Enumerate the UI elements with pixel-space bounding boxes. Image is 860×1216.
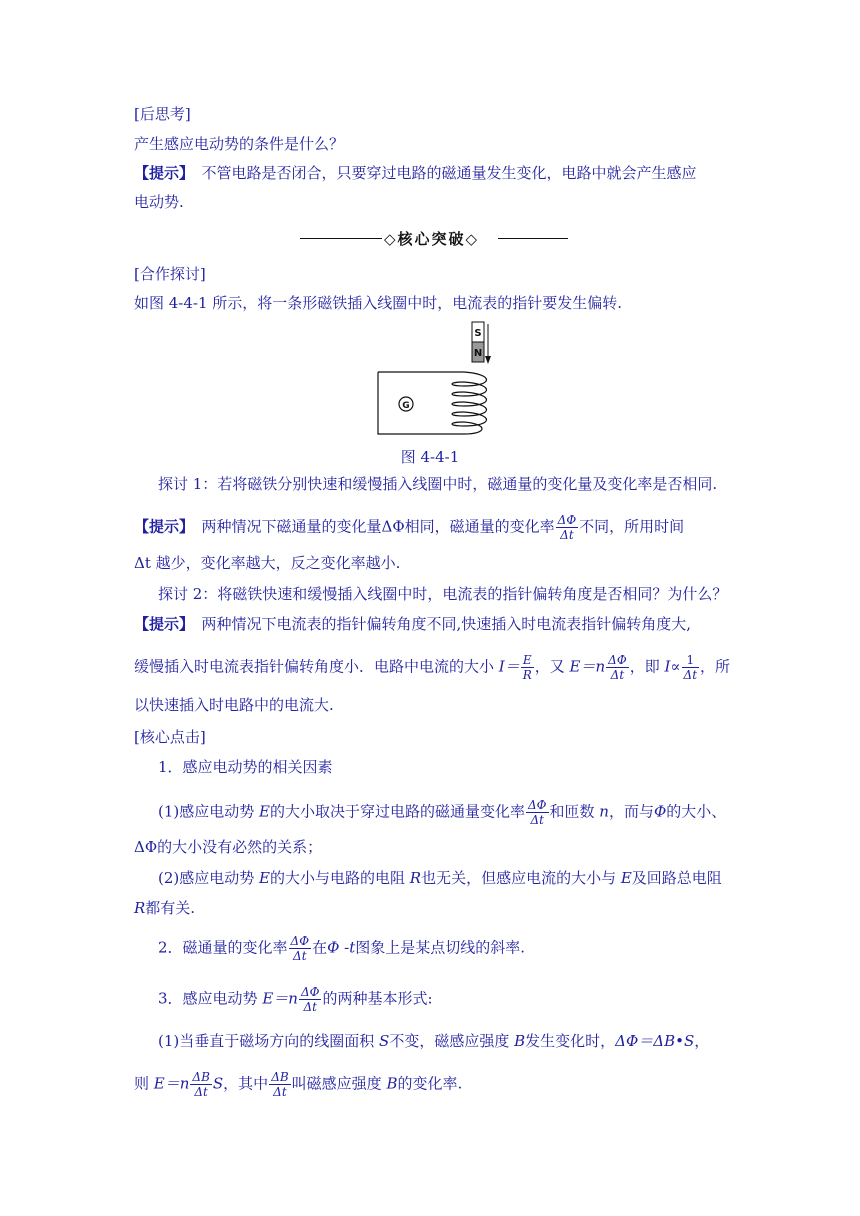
fraction-e-r: $\frac{E}{R}$ xyxy=(522,653,532,682)
heading-rule-right xyxy=(498,238,568,239)
magnet-s-text: S xyxy=(474,328,482,339)
answer-2-label: 【提示】 xyxy=(134,615,187,633)
hint-text: 不管电路是否闭合，只要穿过电路的磁通量发生变化，电路中就会产生感应 xyxy=(186,164,697,182)
motion-arrow-head xyxy=(485,356,491,364)
after-think-label: [后思考] xyxy=(134,105,191,123)
discussion-2: 探讨 2：将磁铁快速和缓慢插入线圈中时，电流表的指针偏转角度是否相同？为什么？ xyxy=(158,585,728,603)
figure-caption: 图 4-4-1 xyxy=(400,448,460,466)
core-point-3-1: (1)当垂直于磁场方向的线圈面积 S不变，磁感应强度 B发生变化时，ΔΦ＝ΔB•S， xyxy=(158,1032,710,1050)
section-title: ◇核心突破◇ xyxy=(384,230,480,248)
hint-label: 【提示】 xyxy=(134,164,187,182)
heading-rule-left xyxy=(300,238,382,239)
answer-2: 【提示】 两种情况下电流表的指针偏转角度不同,快速插入时电流表指针偏转角度大, xyxy=(134,615,692,633)
cooperation-intro: 如图 4-4-1 所示，将一条形磁铁插入线圈中时，电流表的指针要发生偏转. xyxy=(134,294,623,312)
answer-1-label: 【提示】 xyxy=(134,517,187,536)
galvanometer-text: G xyxy=(402,401,410,411)
fraction-1-dt: $\frac{1}{\Delta t}$ xyxy=(683,653,698,682)
answer-2-line3: 以快速插入时电路中的电流大. xyxy=(134,696,334,714)
core-point-1-2: (2)感应电动势 E的大小与电路的电阻 R也无关，但感应电流的大小与 E及回路总电阻 xyxy=(158,869,722,887)
core-point-3: 3．感应电动势 E＝n $\frac{\Delta\Phi}{\Delta t}$ 的两种基本形式: xyxy=(158,985,433,1014)
coil-magnet-figure xyxy=(376,320,496,436)
core-point-3-1-cont: 则 E＝n $\frac{\Delta B}{\Delta t}$ S，其中 $\frac{\Delta B}{\Delta t}$ 叫磁感应强度 B的变化率. xyxy=(134,1070,463,1099)
core-point-1-1-cont: ΔΦ的大小没有必然的关系； xyxy=(134,838,323,856)
magnet-n-text: N xyxy=(473,348,483,359)
core-label: [核心点击] xyxy=(134,728,206,746)
core-point-1-title: 1．感应电动势的相关因素 xyxy=(158,758,333,776)
discussion-1: 探讨 1：若将磁铁分别快速和缓慢插入线圈中时，磁通量的变化量及变化率是否相同. xyxy=(158,475,718,493)
core-point-1-2-cont: R都有关. xyxy=(134,899,196,917)
answer-1-cont: Δt 越少，变化率越大，反之变化率越小. xyxy=(134,554,401,572)
fraction-dphi-dt-4: $\frac{\Delta\Phi}{\Delta t}$ xyxy=(290,934,310,963)
core-point-2: 2．磁通量的变化率 $\frac{\Delta\Phi}{\Delta t}$ 在Φ -t图象上是某点切线的斜率. xyxy=(158,934,526,963)
after-think-question: 产生感应电动势的条件是什么？ xyxy=(134,135,345,153)
answer-2-line2: 缓慢插入时电流表指针偏转角度小．电路中电流的大小 I＝ $\frac{E}{R}$ ，又 E＝n $\frac{\Delta\Phi}{\Delta t}$ ，即 I∝ $\frac{1}{\Delta t}$ ，所 xyxy=(134,653,731,682)
fraction-dphi-dt-5: $\frac{\Delta\Phi}{\Delta t}$ xyxy=(300,985,320,1014)
after-think-hint-cont: 电动势. xyxy=(134,193,184,211)
coil-icon xyxy=(452,372,487,434)
fraction-dphi-dt-3: $\frac{\Delta\Phi}{\Delta t}$ xyxy=(528,798,547,827)
circuit-wire xyxy=(378,372,464,434)
fraction-dphi-dt-2: $\frac{\Delta\Phi}{\Delta t}$ xyxy=(608,653,627,682)
after-think-hint xyxy=(134,163,697,183)
answer-1: 【提示】 两种情况下磁通量的变化量ΔΦ相同，磁通量的变化率 $\frac{\Delta\Phi}{\Delta t}$ 不同，所用时间 xyxy=(134,513,685,542)
fraction-db-dt: $\frac{\Delta B}{\Delta t}$ xyxy=(192,1070,210,1099)
fraction-dphi-dt: $\frac{\Delta\Phi}{\Delta t}$ xyxy=(557,513,577,542)
fraction-db-dt-2: $\frac{\Delta B}{\Delta t}$ xyxy=(271,1070,289,1099)
section-heading xyxy=(300,228,568,248)
cooperation-label: [合作探讨] xyxy=(134,265,206,283)
core-point-1-1: (1)感应电动势 E的大小取决于穿过电路的磁通量变化率 $\frac{\Delta\Phi}{\Delta t}$ 和匝数 n，而与Φ的大小、 xyxy=(158,798,727,827)
